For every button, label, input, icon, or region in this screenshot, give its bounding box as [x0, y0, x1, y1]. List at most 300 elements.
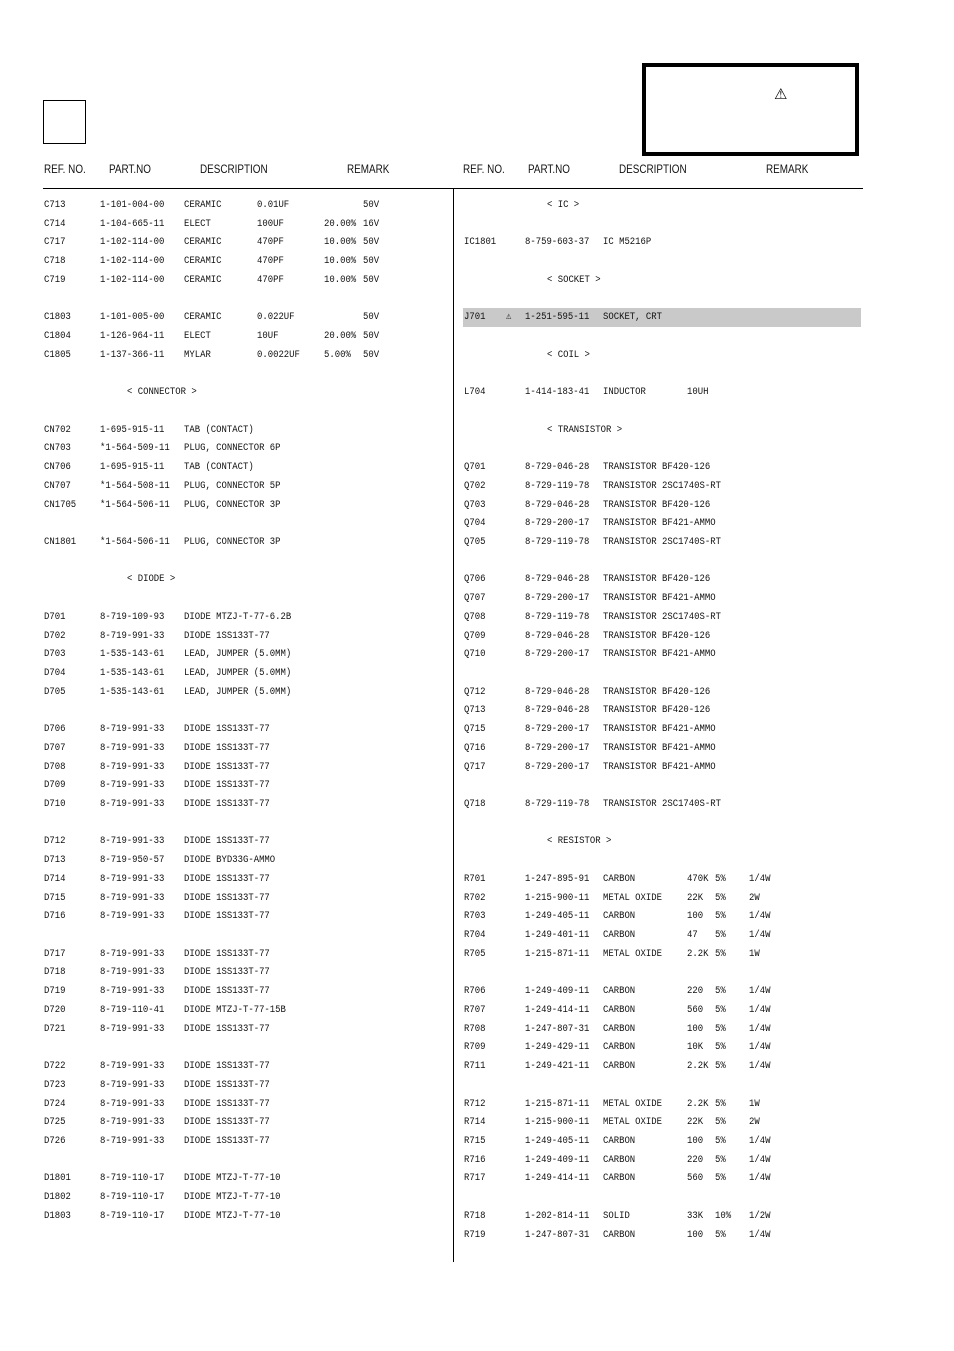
part-no: 8-759-603-37: [525, 236, 590, 249]
part-row: [463, 496, 861, 515]
header-part-no-right: PART.NO: [528, 164, 570, 176]
blank-row: [44, 514, 444, 533]
part-no: 1-215-900-11: [525, 891, 590, 904]
rating: 1/4W: [749, 872, 771, 885]
description: LEAD, JUMPER (5.0MM): [184, 648, 292, 661]
ref-no: Q708: [464, 610, 486, 623]
description: CERAMIC: [184, 199, 222, 211]
part-no: 8-729-046-28: [525, 685, 590, 698]
part-no: *1-564-506-11: [100, 535, 170, 548]
part-no: 1-414-183-41: [525, 386, 590, 399]
part-row: [44, 1169, 444, 1188]
header-remark-right: REMARK: [766, 164, 809, 176]
part-row: [463, 608, 861, 627]
part-no: *1-564-508-11: [100, 479, 170, 492]
ref-no: CN707: [44, 479, 71, 492]
description: TRANSISTOR 2SC1740S-RT: [603, 610, 721, 623]
part-row: [463, 533, 861, 552]
part-row: [44, 664, 444, 683]
part-no: *1-564-506-11: [100, 498, 170, 511]
description: TRANSISTOR BF421-AMMO: [603, 648, 716, 661]
value: 0.01UF: [257, 199, 290, 211]
ref-no: C713: [44, 199, 66, 211]
tolerance: 5%: [715, 1003, 726, 1016]
part-no: 8-719-991-33: [100, 1078, 165, 1091]
blank-row: [44, 1151, 444, 1170]
description: LEAD, JUMPER (5.0MM): [184, 685, 292, 698]
value: 2.2K: [687, 1097, 709, 1110]
part-row: [44, 758, 444, 777]
part-row: [44, 327, 444, 346]
part-no: 8-729-200-17: [525, 723, 590, 736]
blank-row: [463, 215, 861, 234]
section-heading: [44, 383, 444, 402]
rating: 50V: [363, 255, 380, 268]
section-label: < COIL >: [547, 348, 590, 361]
part-row: [44, 945, 444, 964]
part-row: [44, 795, 444, 814]
value: 0.0022UF: [257, 348, 300, 361]
part-no: 1-126-964-11: [100, 330, 165, 343]
description: DIODE 1SS133T-77: [184, 910, 270, 923]
part-no: 1-535-143-61: [100, 685, 165, 698]
rating: 1W: [749, 1097, 760, 1110]
part-no: 8-729-046-28: [525, 573, 590, 586]
description: CARBON: [603, 1041, 636, 1054]
ref-no: C1805: [44, 348, 71, 361]
description: TRANSISTOR BF421-AMMO: [603, 760, 716, 773]
part-no: 8-719-991-33: [100, 1060, 165, 1073]
section-heading: [463, 196, 861, 215]
ref-no: D714: [44, 872, 66, 885]
ref-no: D709: [44, 779, 66, 792]
value: 2.2K: [687, 1060, 709, 1073]
part-row: [44, 889, 444, 908]
tolerance: 5%: [715, 1153, 726, 1166]
description: DIODE MTZJ-T-77-10: [184, 1191, 281, 1204]
blank-row: [463, 552, 861, 571]
tolerance: 10.00%: [324, 273, 357, 286]
tolerance: 5%: [715, 1041, 726, 1054]
description: PLUG, CONNECTOR 5P: [184, 479, 281, 492]
part-row: [463, 1001, 861, 1020]
part-no: 8-719-991-33: [100, 1116, 165, 1129]
description: DIODE 1SS133T-77: [184, 760, 270, 773]
ref-no: CN1705: [44, 498, 77, 511]
value: 100: [687, 910, 704, 923]
ref-no: Q712: [464, 685, 486, 698]
description: DIODE 1SS133T-77: [184, 966, 270, 979]
page-index-box: [43, 100, 86, 144]
description: TAB (CONTACT): [184, 461, 254, 474]
tolerance: 5%: [715, 872, 726, 885]
blank-row: [44, 364, 444, 383]
description: ELECT: [184, 217, 211, 230]
description: DIODE 1SS133T-77: [184, 1134, 270, 1147]
part-row: [463, 701, 861, 720]
ref-no: C714: [44, 217, 66, 230]
tolerance: 5%: [715, 1134, 726, 1147]
header-description-right: DESCRIPTION: [619, 164, 687, 176]
description: CARBON: [603, 1228, 636, 1241]
description: DIODE 1SS133T-77: [184, 1097, 270, 1110]
section-heading: [463, 832, 861, 851]
section-label: < RESISTOR >: [547, 835, 612, 848]
blank-row: [463, 252, 861, 271]
rating: 2W: [749, 1116, 760, 1129]
part-row: [44, 739, 444, 758]
part-row: [44, 439, 444, 458]
part-no: 1-249-405-11: [525, 910, 590, 923]
header-description-left: DESCRIPTION: [200, 164, 268, 176]
description: DIODE 1SS133T-77: [184, 798, 270, 810]
blank-row: [463, 439, 861, 458]
part-no: 1-247-807-31: [525, 1022, 590, 1035]
rating: 1W: [749, 947, 760, 960]
part-no: 1-249-429-11: [525, 1041, 590, 1054]
blank-row: [463, 776, 861, 795]
rating: 1/4W: [749, 1153, 771, 1166]
ref-no: D708: [44, 760, 66, 773]
ref-no: R703: [464, 910, 486, 923]
part-no: 8-729-046-28: [525, 498, 590, 511]
part-row: [463, 907, 861, 926]
value: 470K: [687, 872, 709, 885]
description: DIODE 1SS133T-77: [184, 779, 270, 792]
header-ref-no-right: REF. NO.: [463, 164, 505, 176]
part-row: [44, 683, 444, 702]
part-no: 8-719-991-33: [100, 872, 165, 885]
blank-row: [463, 814, 861, 833]
part-no: 8-719-110-17: [100, 1209, 165, 1222]
part-no: 1-695-915-11: [100, 423, 165, 436]
section-heading: [463, 346, 861, 365]
ref-no: D1802: [44, 1191, 71, 1204]
description: METAL OXIDE: [603, 1116, 662, 1129]
description: TRANSISTOR BF421-AMMO: [603, 592, 716, 605]
tolerance: 20.00%: [324, 330, 357, 343]
part-no: 1-215-871-11: [525, 947, 590, 960]
ref-no: D720: [44, 1003, 66, 1016]
tolerance: 5%: [715, 1172, 726, 1185]
ref-no: R701: [464, 872, 486, 885]
ref-no: D701: [44, 610, 66, 623]
part-no: 1-102-114-00: [100, 255, 165, 268]
column-divider: [453, 188, 454, 1262]
ref-no: C719: [44, 273, 66, 286]
ref-no: Q701: [464, 461, 486, 474]
ref-no: Q703: [464, 498, 486, 511]
value: 100: [687, 1022, 704, 1035]
description: DIODE 1SS133T-77: [184, 1078, 270, 1091]
part-no: 8-719-991-33: [100, 1022, 165, 1035]
part-no: 1-247-895-91: [525, 872, 590, 885]
ref-no: Q717: [464, 760, 486, 773]
part-no: 8-719-991-33: [100, 910, 165, 923]
value: 100: [687, 1228, 704, 1241]
part-row: [44, 496, 444, 515]
part-no: 1-137-366-11: [100, 348, 165, 361]
rating: 1/4W: [749, 1134, 771, 1147]
part-row: [44, 1076, 444, 1095]
rating: 1/4W: [749, 1022, 771, 1035]
rating: 1/4W: [749, 1228, 771, 1241]
part-row: [463, 570, 861, 589]
ref-no: D718: [44, 966, 66, 979]
description: DIODE 1SS133T-77: [184, 741, 270, 754]
ref-no: CN702: [44, 423, 71, 436]
part-row: [463, 683, 861, 702]
tolerance: 10%: [715, 1209, 732, 1222]
part-row: [463, 1095, 861, 1114]
blank-row: [44, 589, 444, 608]
part-no: 8-719-991-33: [100, 798, 165, 810]
description: TRANSISTOR 2SC1740S-RT: [603, 479, 721, 492]
part-no: 8-719-991-33: [100, 723, 165, 736]
description: INDUCTOR: [603, 386, 646, 399]
part-row: [463, 308, 861, 327]
part-row: [463, 926, 861, 945]
part-row: [44, 233, 444, 252]
ref-no: D719: [44, 985, 66, 998]
ref-no: Q705: [464, 535, 486, 548]
part-row: [44, 308, 444, 327]
part-no: 8-729-119-78: [525, 479, 590, 492]
section-heading: [463, 421, 861, 440]
part-row: [44, 776, 444, 795]
description: DIODE MTZJ-T-77-15B: [184, 1003, 286, 1016]
ref-no: R719: [464, 1228, 486, 1241]
part-no: 8-719-991-33: [100, 835, 165, 848]
section-label: < IC >: [547, 199, 580, 211]
tolerance: 5%: [715, 910, 726, 923]
ref-no: D703: [44, 648, 66, 661]
part-no: 8-729-119-78: [525, 610, 590, 623]
ref-no: Q707: [464, 592, 486, 605]
section-label: < CONNECTOR >: [127, 386, 197, 399]
safety-mark-icon: ⚠: [506, 311, 512, 324]
description: METAL OXIDE: [603, 891, 662, 904]
value: 220: [687, 1153, 704, 1166]
value: 470PF: [257, 236, 284, 249]
part-row: [463, 1113, 861, 1132]
ref-no: D715: [44, 891, 66, 904]
part-no: 1-249-409-11: [525, 985, 590, 998]
safety-notice-box: [642, 63, 859, 156]
part-row: [44, 458, 444, 477]
part-no: 1-249-401-11: [525, 929, 590, 942]
part-no: 8-719-110-17: [100, 1191, 165, 1204]
header-part-no-left: PART.NO: [109, 164, 151, 176]
description: CARBON: [603, 929, 636, 942]
blank-row: [463, 290, 861, 309]
blank-row: [463, 402, 861, 421]
part-row: [463, 739, 861, 758]
warning-triangle-icon: ⚠: [774, 85, 788, 103]
part-row: [463, 758, 861, 777]
description: CERAMIC: [184, 236, 222, 249]
header-ref-no-left: REF. NO.: [44, 164, 86, 176]
rating: 50V: [363, 236, 380, 249]
ref-no: D707: [44, 741, 66, 754]
part-row: [463, 870, 861, 889]
parts-list-left: [44, 196, 444, 1226]
ref-no: R709: [464, 1041, 486, 1054]
blank-row: [463, 963, 861, 982]
ref-no: Q710: [464, 648, 486, 661]
tolerance: 5%: [715, 985, 726, 998]
part-no: 8-729-119-78: [525, 798, 590, 810]
rating: 1/4W: [749, 985, 771, 998]
rating: 50V: [363, 199, 380, 211]
tolerance: 5%: [715, 947, 726, 960]
part-row: [463, 982, 861, 1001]
ref-no: R715: [464, 1134, 486, 1147]
part-no: 8-729-200-17: [525, 648, 590, 661]
description: PLUG, CONNECTOR 3P: [184, 498, 281, 511]
description: PLUG, CONNECTOR 3P: [184, 535, 281, 548]
value: 33K: [687, 1209, 704, 1222]
ref-no: Q709: [464, 629, 486, 642]
description: DIODE 1SS133T-77: [184, 872, 270, 885]
part-row: [44, 1113, 444, 1132]
part-no: 1-249-409-11: [525, 1153, 590, 1166]
part-row: [463, 945, 861, 964]
rating: 50V: [363, 311, 380, 324]
ref-no: R707: [464, 1003, 486, 1016]
rating: 50V: [363, 348, 380, 361]
part-no: 8-719-991-33: [100, 985, 165, 998]
description: SOLID: [603, 1209, 630, 1222]
ref-no: R704: [464, 929, 486, 942]
ref-no: R712: [464, 1097, 486, 1110]
part-row: [44, 720, 444, 739]
part-no: 8-729-046-28: [525, 629, 590, 642]
value: 22K: [687, 1116, 704, 1129]
value: 47: [687, 929, 698, 942]
part-row: [44, 1001, 444, 1020]
part-row: [44, 477, 444, 496]
section-label: < DIODE >: [127, 573, 176, 586]
value: 100UF: [257, 217, 284, 230]
ref-no: R708: [464, 1022, 486, 1035]
part-no: 8-719-991-33: [100, 629, 165, 642]
part-no: 1-249-405-11: [525, 1134, 590, 1147]
ref-no: D705: [44, 685, 66, 698]
description: CARBON: [603, 1134, 636, 1147]
part-row: [44, 252, 444, 271]
ref-no: R717: [464, 1172, 486, 1185]
ref-no: D721: [44, 1022, 66, 1035]
part-row: [44, 982, 444, 1001]
description: DIODE MTZJ-T-77-10: [184, 1209, 281, 1222]
value: 560: [687, 1003, 704, 1016]
ref-no: Q716: [464, 741, 486, 754]
ref-no: R718: [464, 1209, 486, 1222]
ref-no: C1803: [44, 311, 71, 324]
ref-no: D1803: [44, 1209, 71, 1222]
description: DIODE BYD33G-AMMO: [184, 854, 276, 867]
part-no: 8-729-200-17: [525, 517, 590, 530]
blank-row: [463, 851, 861, 870]
part-row: [44, 1057, 444, 1076]
section-heading: [44, 570, 444, 589]
description: SOCKET, CRT: [603, 311, 662, 324]
part-no: 1-249-421-11: [525, 1060, 590, 1073]
description: MYLAR: [184, 348, 211, 361]
part-row: [463, 1057, 861, 1076]
ref-no: Q718: [464, 798, 486, 810]
part-no: 8-719-991-33: [100, 947, 165, 960]
ref-no: D713: [44, 854, 66, 867]
section-label: < SOCKET >: [547, 273, 601, 286]
ref-no: C717: [44, 236, 66, 249]
part-row: [44, 271, 444, 290]
parts-list-right: [463, 196, 861, 1244]
ref-no: Q715: [464, 723, 486, 736]
description: DIODE MTZJ-T-77-6.2B: [184, 610, 292, 623]
tolerance: 10.00%: [324, 236, 357, 249]
ref-no: D702: [44, 629, 66, 642]
tolerance: 5%: [715, 1097, 726, 1110]
part-row: [463, 589, 861, 608]
description: CARBON: [603, 1172, 636, 1185]
description: METAL OXIDE: [603, 947, 662, 960]
value: 470PF: [257, 273, 284, 286]
part-no: 8-719-991-33: [100, 1097, 165, 1110]
part-no: 8-729-046-28: [525, 704, 590, 717]
part-no: 1-104-665-11: [100, 217, 165, 230]
part-row: [44, 627, 444, 646]
part-row: [44, 1188, 444, 1207]
ref-no: Q713: [464, 704, 486, 717]
section-heading: [463, 271, 861, 290]
rating: 1/4W: [749, 1003, 771, 1016]
part-no: 1-202-814-11: [525, 1209, 590, 1222]
description: CERAMIC: [184, 311, 222, 324]
part-no: 8-719-991-33: [100, 741, 165, 754]
part-no: 1-102-114-00: [100, 236, 165, 249]
description: DIODE 1SS133T-77: [184, 1060, 270, 1073]
ref-no: CN703: [44, 442, 71, 455]
description: CARBON: [603, 1022, 636, 1035]
part-row: [44, 1020, 444, 1039]
part-no: 1-215-871-11: [525, 1097, 590, 1110]
part-row: [44, 963, 444, 982]
ref-no: D724: [44, 1097, 66, 1110]
part-no: 1-249-414-11: [525, 1172, 590, 1185]
part-no: 8-719-950-57: [100, 854, 165, 867]
part-row: [44, 346, 444, 365]
part-row: [44, 215, 444, 234]
description: DIODE 1SS133T-77: [184, 835, 270, 848]
ref-no: D704: [44, 666, 66, 679]
part-no: 1-102-114-00: [100, 273, 165, 286]
part-no: 8-719-991-33: [100, 1134, 165, 1147]
part-no: 8-729-200-17: [525, 760, 590, 773]
ref-no: D716: [44, 910, 66, 923]
tolerance: 5%: [715, 1228, 726, 1241]
value: 10K: [687, 1041, 704, 1054]
tolerance: 5%: [715, 1060, 726, 1073]
ref-no: D710: [44, 798, 66, 810]
part-row: [44, 645, 444, 664]
ref-no: R711: [464, 1060, 486, 1073]
tolerance: 5.00%: [324, 348, 351, 361]
value: 470PF: [257, 255, 284, 268]
description: TRANSISTOR BF421-AMMO: [603, 723, 716, 736]
ref-no: R705: [464, 947, 486, 960]
